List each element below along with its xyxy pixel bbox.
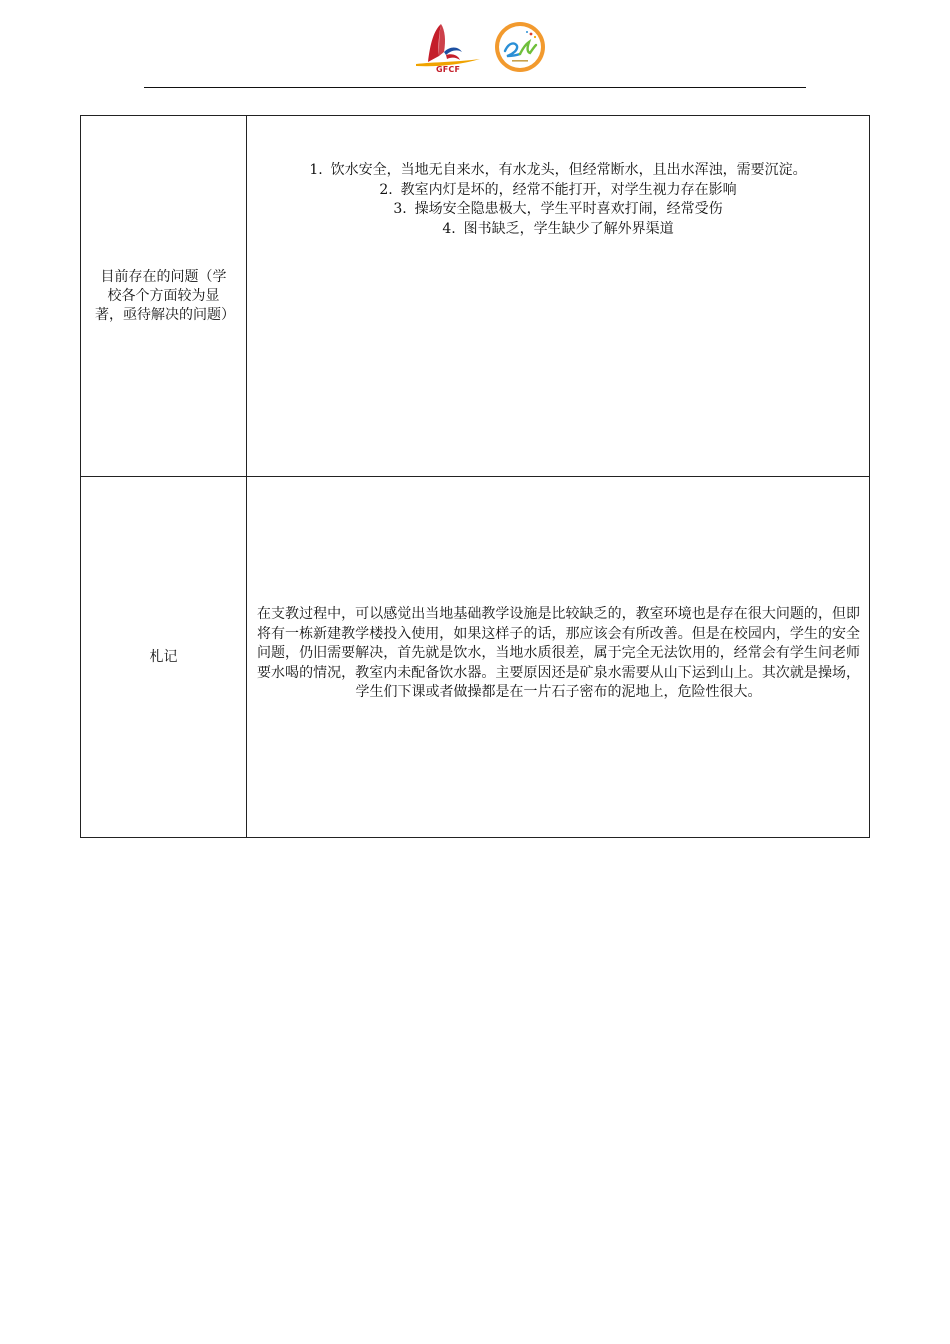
problems-label-cell <box>81 116 247 477</box>
problems-list <box>247 161 869 239</box>
table-row-problems <box>81 116 870 477</box>
list-item-number: 2. <box>379 181 393 198</box>
problems-label: 目前存在的问题（学校各个方面较为显著，亟待解决的问题） <box>95 268 235 323</box>
header-divider <box>144 87 806 88</box>
list-item-text: 图书缺乏，学生缺少了解外界渠道 <box>463 220 674 237</box>
gfcf-logo-text: GFCF <box>436 65 461 74</box>
list-item <box>247 200 869 220</box>
gfcf-logo <box>414 22 482 78</box>
list-item-text: 饮水安全，当地无自来水，有水龙头，但经常断水，且出水浑浊，需要沉淀。 <box>330 162 807 178</box>
notes-paragraph: 在支教过程中，可以感觉出当地基础教学设施是比较缺乏的，教室环境也是存在很大问题的，但即将有一栋新建教学楼投入使用，如果这样子的话，那应该会有所改善。但是在校园内，学生的安全问题，仍旧需要解决，首先就是饮水，当地水质很差，属于完全无法饮用的，经常会有学生问老师要水喝的情况，教室内未配备饮水器。主要原因还是矿泉水需要从山下运到山上。其次就是操场，学生们下课或者做操都是在一片石子密布的泥地上，危险性很大。 <box>257 606 860 701</box>
list-item <box>247 161 869 181</box>
list-item <box>247 220 869 240</box>
list-item-number: 3. <box>393 201 407 217</box>
problems-content-cell <box>247 116 870 477</box>
list-item-number: 1. <box>309 162 323 178</box>
list-item <box>247 181 869 201</box>
list-item-text: 教室内灯是坏的，经常不能打开，对学生视力存在影响 <box>400 181 737 198</box>
notes-content-cell <box>247 477 870 838</box>
page-header <box>0 14 950 80</box>
table-row-notes <box>81 477 870 838</box>
list-item-number: 4. <box>442 220 456 237</box>
list-item-text: 操场安全隐患极大，学生平时喜欢打闹，经常受伤 <box>414 201 723 217</box>
notes-label-cell <box>81 477 247 838</box>
circle-emblem-logo <box>493 20 547 74</box>
notes-label: 札记 <box>149 648 178 665</box>
report-table <box>80 115 870 838</box>
circle-emblem-icon <box>493 20 547 74</box>
